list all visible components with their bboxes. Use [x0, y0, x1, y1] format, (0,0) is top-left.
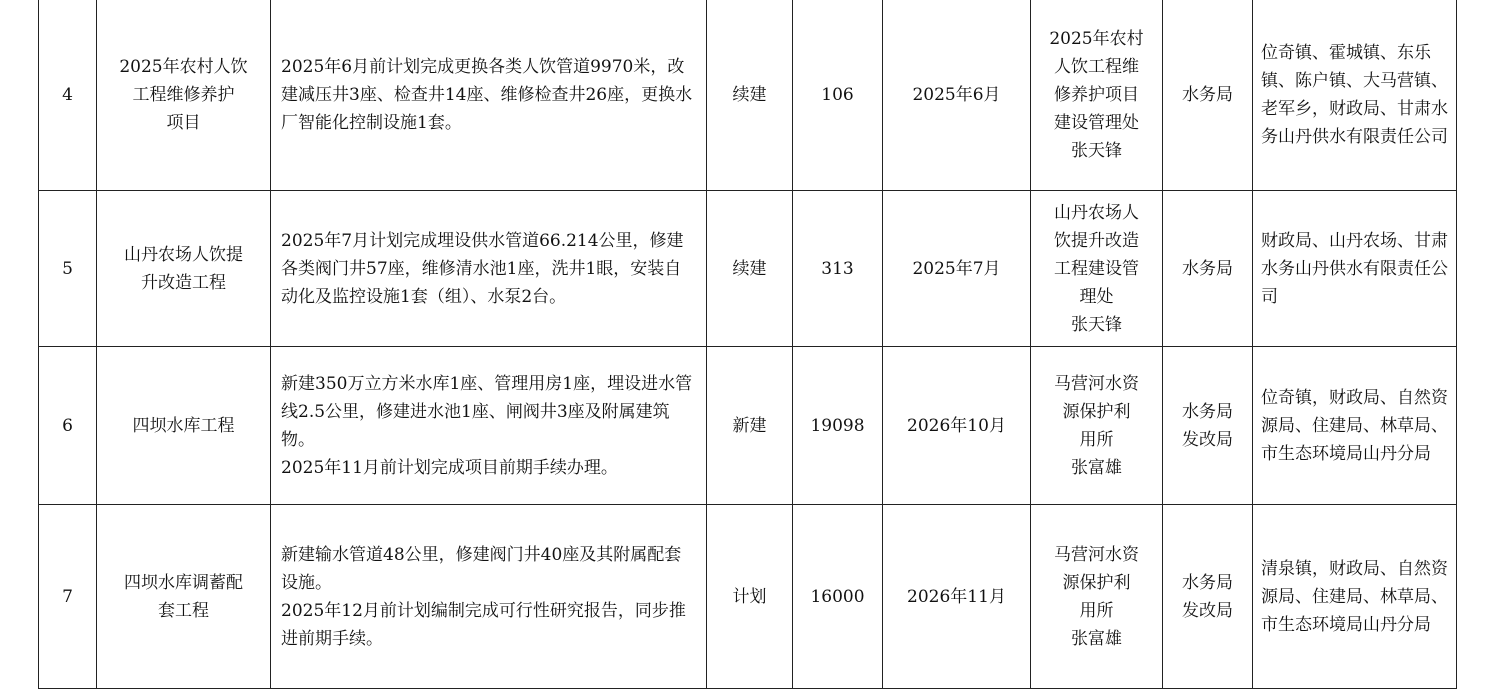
completion-date: 2026年11月	[883, 505, 1031, 689]
project-name	[97, 347, 271, 505]
responsible-line: 马营河水资	[1054, 373, 1139, 394]
lead-line: 发改局	[1182, 600, 1233, 621]
lead-line: 水务局	[1182, 401, 1233, 422]
project-name	[97, 505, 271, 689]
responsible-line: 张天锋	[1071, 314, 1122, 335]
project-name	[97, 191, 271, 347]
responsible-line: 理处	[1079, 286, 1114, 307]
construction-content	[271, 347, 707, 505]
responsible-unit	[1031, 191, 1163, 347]
project-name-line: 套工程	[158, 600, 209, 621]
construction-content	[271, 0, 707, 191]
lead-line: 水务局	[1182, 258, 1233, 279]
responsible-line: 用所	[1079, 600, 1114, 621]
lead-line: 水务局	[1182, 85, 1233, 105]
cooperate-text: 财政局、山丹农场、甘肃水务山丹供水有限责任公司	[1261, 230, 1448, 307]
responsible-line: 张富雄	[1071, 628, 1122, 649]
project-name-line: 山丹农场人饮提	[124, 244, 243, 265]
responsible-line: 用所	[1079, 429, 1114, 450]
responsible-line: 张富雄	[1071, 457, 1122, 478]
content-paragraph: 2025年12月前计划编制完成可行性研究报告，同步推进前期手续。	[281, 600, 686, 649]
project-type: 新建	[707, 347, 793, 505]
completion-date: 2026年10月	[883, 347, 1031, 505]
row-number: 5	[39, 191, 97, 347]
responsible-line: 源保护利	[1062, 572, 1131, 593]
responsible-line: 人饮工程维	[1054, 57, 1139, 77]
investment: 313	[793, 191, 883, 347]
responsible-line: 修养护项目	[1054, 85, 1139, 105]
completion-date: 2025年6月	[883, 0, 1031, 191]
project-name-line: 升改造工程	[141, 272, 226, 293]
responsible-line: 张天锋	[1071, 141, 1122, 161]
lead-line: 发改局	[1182, 429, 1233, 450]
investment: 16000	[793, 505, 883, 689]
project-name	[97, 0, 271, 191]
project-name-line: 工程维修养护	[132, 85, 235, 105]
responsible-line: 建设管理处	[1054, 113, 1139, 133]
project-table	[38, 0, 1457, 689]
table-row	[39, 0, 1457, 191]
table-row	[39, 347, 1457, 505]
lead-department	[1163, 191, 1253, 347]
responsible-unit	[1031, 505, 1163, 689]
cooperate-text: 位奇镇，财政局、自然资源局、住建局、林草局、市生态环境局山丹分局	[1261, 387, 1448, 464]
cooperating-units	[1253, 191, 1457, 347]
cooperating-units	[1253, 347, 1457, 505]
project-name-line: 2025年农村人饮	[119, 57, 248, 77]
completion-date: 2025年7月	[883, 191, 1031, 347]
responsible-line: 源保护利	[1062, 401, 1131, 422]
project-name-line: 四坝水库工程	[132, 415, 235, 436]
investment: 19098	[793, 347, 883, 505]
content-paragraph: 新建输水管道48公里，修建阀门井40座及其附属配套设施。	[281, 544, 682, 593]
responsible-line: 山丹农场人	[1054, 202, 1139, 223]
cooperating-units	[1253, 0, 1457, 191]
project-name-line: 项目	[166, 113, 201, 133]
responsible-unit	[1031, 0, 1163, 191]
responsible-unit	[1031, 347, 1163, 505]
content-paragraph: 2025年11月前计划完成项目前期手续办理。	[281, 457, 618, 478]
project-name-line: 四坝水库调蓄配	[124, 572, 243, 593]
construction-content	[271, 505, 707, 689]
project-type: 计划	[707, 505, 793, 689]
project-type: 续建	[707, 191, 793, 347]
table-row	[39, 505, 1457, 689]
project-type: 续建	[707, 0, 793, 191]
responsible-line: 饮提升改造	[1054, 230, 1139, 251]
row-number: 4	[39, 0, 97, 191]
cooperate-text: 清泉镇，财政局、自然资源局、住建局、林草局、市生态环境局山丹分局	[1261, 558, 1448, 635]
row-number: 6	[39, 347, 97, 505]
row-number: 7	[39, 505, 97, 689]
lead-department	[1163, 0, 1253, 191]
lead-department	[1163, 347, 1253, 505]
table-row	[39, 191, 1457, 347]
cooperate-text: 位奇镇、霍城镇、东乐镇、陈户镇、大马营镇、老军乡，财政局、甘肃水务山丹供水有限责任公司	[1261, 43, 1448, 147]
content-paragraph: 新建350万立方米水库1座、管理用房1座，埋设进水管线2.5公里，修建进水池1座、闸阀井3座及附属建筑物。	[281, 373, 693, 450]
investment: 106	[793, 0, 883, 191]
construction-content	[271, 191, 707, 347]
lead-line: 水务局	[1182, 572, 1233, 593]
lead-department	[1163, 505, 1253, 689]
cooperating-units	[1253, 505, 1457, 689]
content-paragraph: 2025年6月前计划完成更换各类人饮管道9970米，改建减压井3座、检查井14座、维修检查井26座，更换水厂智能化控制设施1套。	[281, 57, 693, 133]
content-paragraph: 2025年7月计划完成埋设供水管道66.214公里，修建各类阀门井57座，维修清水池1座，洗井1眼，安装自动化及监控设施1套（组）、水泵2台。	[281, 230, 684, 307]
table-body	[39, 0, 1457, 689]
responsible-line: 工程建设管	[1054, 258, 1139, 279]
responsible-line: 2025年农村	[1049, 29, 1144, 49]
responsible-line: 马营河水资	[1054, 544, 1139, 565]
